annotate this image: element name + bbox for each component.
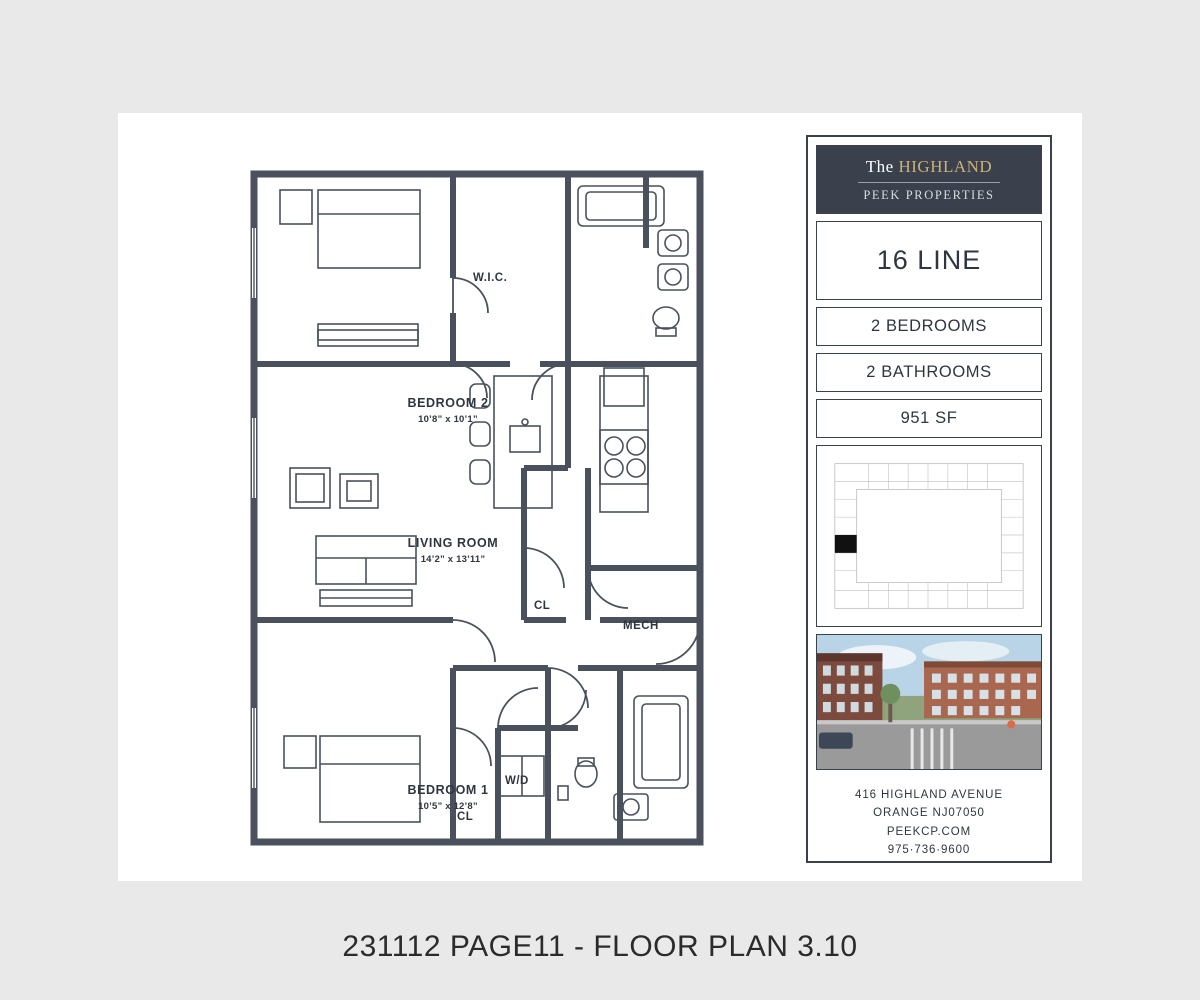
label-washer-dryer: W/D — [505, 775, 529, 787]
address-line-2: ORANGE NJ07050 — [873, 807, 985, 820]
brand-subtitle: PEEK PROPERTIES — [863, 188, 995, 202]
address-block — [816, 786, 1042, 860]
floor-plan-svg — [248, 168, 708, 848]
brand-highlight: HIGHLAND — [898, 157, 993, 176]
key-plan-svg — [817, 446, 1041, 626]
page-caption: 231112 PAGE11 - FLOOR PLAN 3.10 — [342, 930, 858, 963]
room-dims: 14’2” x 13’11” — [420, 553, 486, 565]
room-dims: 10’8” x 10’1” — [418, 413, 478, 425]
phone: 975·736·9600 — [887, 844, 971, 857]
spec-bathrooms: 2 BATHROOMS — [816, 353, 1042, 392]
rendering-svg — [817, 635, 1041, 769]
website: PEEKCP.COM — [886, 825, 972, 838]
floor-plan-drawing — [248, 168, 708, 848]
room-name: BEDROOM 2 — [407, 396, 489, 410]
brand-divider — [858, 182, 1000, 183]
room-name: BEDROOM 1 — [407, 783, 489, 797]
floor-plan-sheet — [118, 113, 1082, 881]
brand-prefix: The — [865, 157, 899, 176]
brand-name — [816, 157, 1042, 177]
building-rendering — [816, 634, 1042, 770]
key-plan-unit-highlight — [835, 535, 857, 553]
label-closet-bedroom1: CL — [457, 811, 474, 823]
key-plan — [816, 445, 1042, 627]
label-wic: W.I.C. — [473, 272, 508, 284]
label-closet-living: CL — [534, 600, 551, 612]
spec-area: 951 SF — [816, 399, 1042, 438]
room-dims: 10’5” x 12’8” — [418, 800, 478, 812]
brand-header — [816, 145, 1042, 214]
label-mech: MECH — [623, 620, 659, 632]
address-line-1: 416 HIGHLAND AVENUE — [855, 789, 1003, 801]
unit-name: 16 LINE — [816, 221, 1042, 300]
info-panel — [806, 135, 1052, 863]
spec-bedrooms: 2 BEDROOMS — [816, 307, 1042, 346]
room-name: LIVING ROOM — [407, 536, 499, 550]
